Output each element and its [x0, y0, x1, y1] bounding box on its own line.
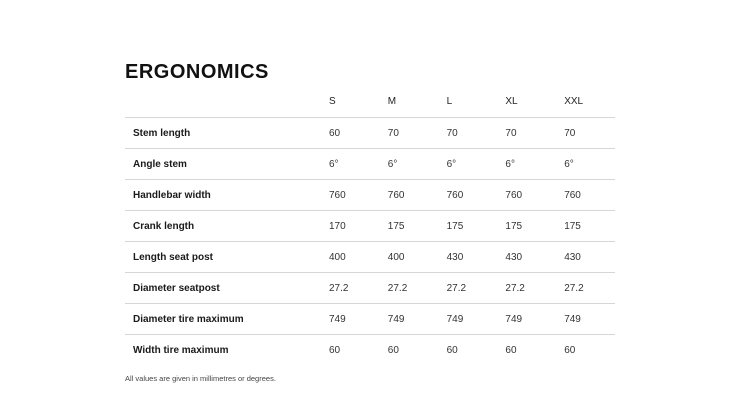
row-label: Crank length — [125, 211, 321, 242]
table-cell: 430 — [497, 242, 556, 273]
table-cell: 70 — [556, 118, 615, 149]
size-header-s: S — [321, 86, 380, 118]
row-label: Angle stem — [125, 149, 321, 180]
table-cell: 27.2 — [439, 273, 498, 304]
table-row-width-tire-maximum — [125, 335, 615, 366]
table-cell: 27.2 — [321, 273, 380, 304]
row-label: Diameter seatpost — [125, 273, 321, 304]
table-cell: 749 — [556, 304, 615, 335]
table-cell: 760 — [439, 180, 498, 211]
table-cell: 27.2 — [380, 273, 439, 304]
table-cell: 60 — [387, 344, 399, 356]
table-cell: 400 — [321, 242, 380, 273]
table-cell: 60 — [321, 118, 380, 149]
table-cell: 175 — [380, 211, 439, 242]
table-cell: 70 — [439, 118, 498, 149]
table-row-angle-stem — [125, 149, 615, 180]
row-label: Diameter tire maximum — [125, 304, 321, 335]
table-cell: 175 — [439, 211, 498, 242]
table-cell: 749 — [497, 304, 556, 335]
table-cell: 6° — [321, 149, 380, 180]
table-row-diameter-tire-maximum — [125, 304, 615, 335]
table-cell: 749 — [439, 304, 498, 335]
size-header-m: M — [380, 86, 439, 118]
table-row-handlebar-width — [125, 180, 615, 211]
table-cell: 760 — [497, 180, 556, 211]
table-cell: 70 — [497, 118, 556, 149]
table-cell: 760 — [380, 180, 439, 211]
table-cell: 400 — [380, 242, 439, 273]
table-cell: 760 — [321, 180, 380, 211]
header-label-cell — [125, 86, 321, 118]
size-header-xxl: XXL — [556, 86, 615, 118]
size-header-xl: XL — [497, 86, 556, 118]
table-cell: 6° — [380, 149, 439, 180]
table-cell: 175 — [556, 211, 615, 242]
table-cell: 175 — [497, 211, 556, 242]
row-label: Handlebar width — [125, 180, 321, 211]
row-label: Width tire maximum — [133, 344, 229, 356]
table-cell: 60 — [446, 344, 458, 356]
table-cell: 170 — [321, 211, 380, 242]
table-cell: 749 — [321, 304, 380, 335]
table-row-diameter-seatpost — [125, 273, 615, 304]
table-cell: 27.2 — [497, 273, 556, 304]
footnote: All values are given in millimetres or degrees. — [125, 374, 276, 383]
table-cell: 6° — [497, 149, 556, 180]
ergonomics-table — [125, 86, 615, 365]
table-cell: 749 — [380, 304, 439, 335]
table-row-length-seat-post — [125, 242, 615, 273]
table-cell: 760 — [556, 180, 615, 211]
table-cell: 60 — [564, 344, 576, 356]
table-cell: 27.2 — [556, 273, 615, 304]
table-row-stem-length — [125, 118, 615, 149]
section-title: ERGONOMICS — [125, 60, 269, 83]
table-cell: 60 — [329, 344, 341, 356]
table-header-row — [125, 86, 615, 118]
table-cell: 70 — [380, 118, 439, 149]
table-cell: 430 — [556, 242, 615, 273]
table-row-crank-length — [125, 211, 615, 242]
table-cell: 60 — [505, 344, 517, 356]
table-cell: 430 — [439, 242, 498, 273]
row-label: Stem length — [125, 118, 321, 149]
row-label: Length seat post — [125, 242, 321, 273]
table-cell: 6° — [439, 149, 498, 180]
table-cell: 6° — [556, 149, 615, 180]
size-header-l: L — [439, 86, 498, 118]
